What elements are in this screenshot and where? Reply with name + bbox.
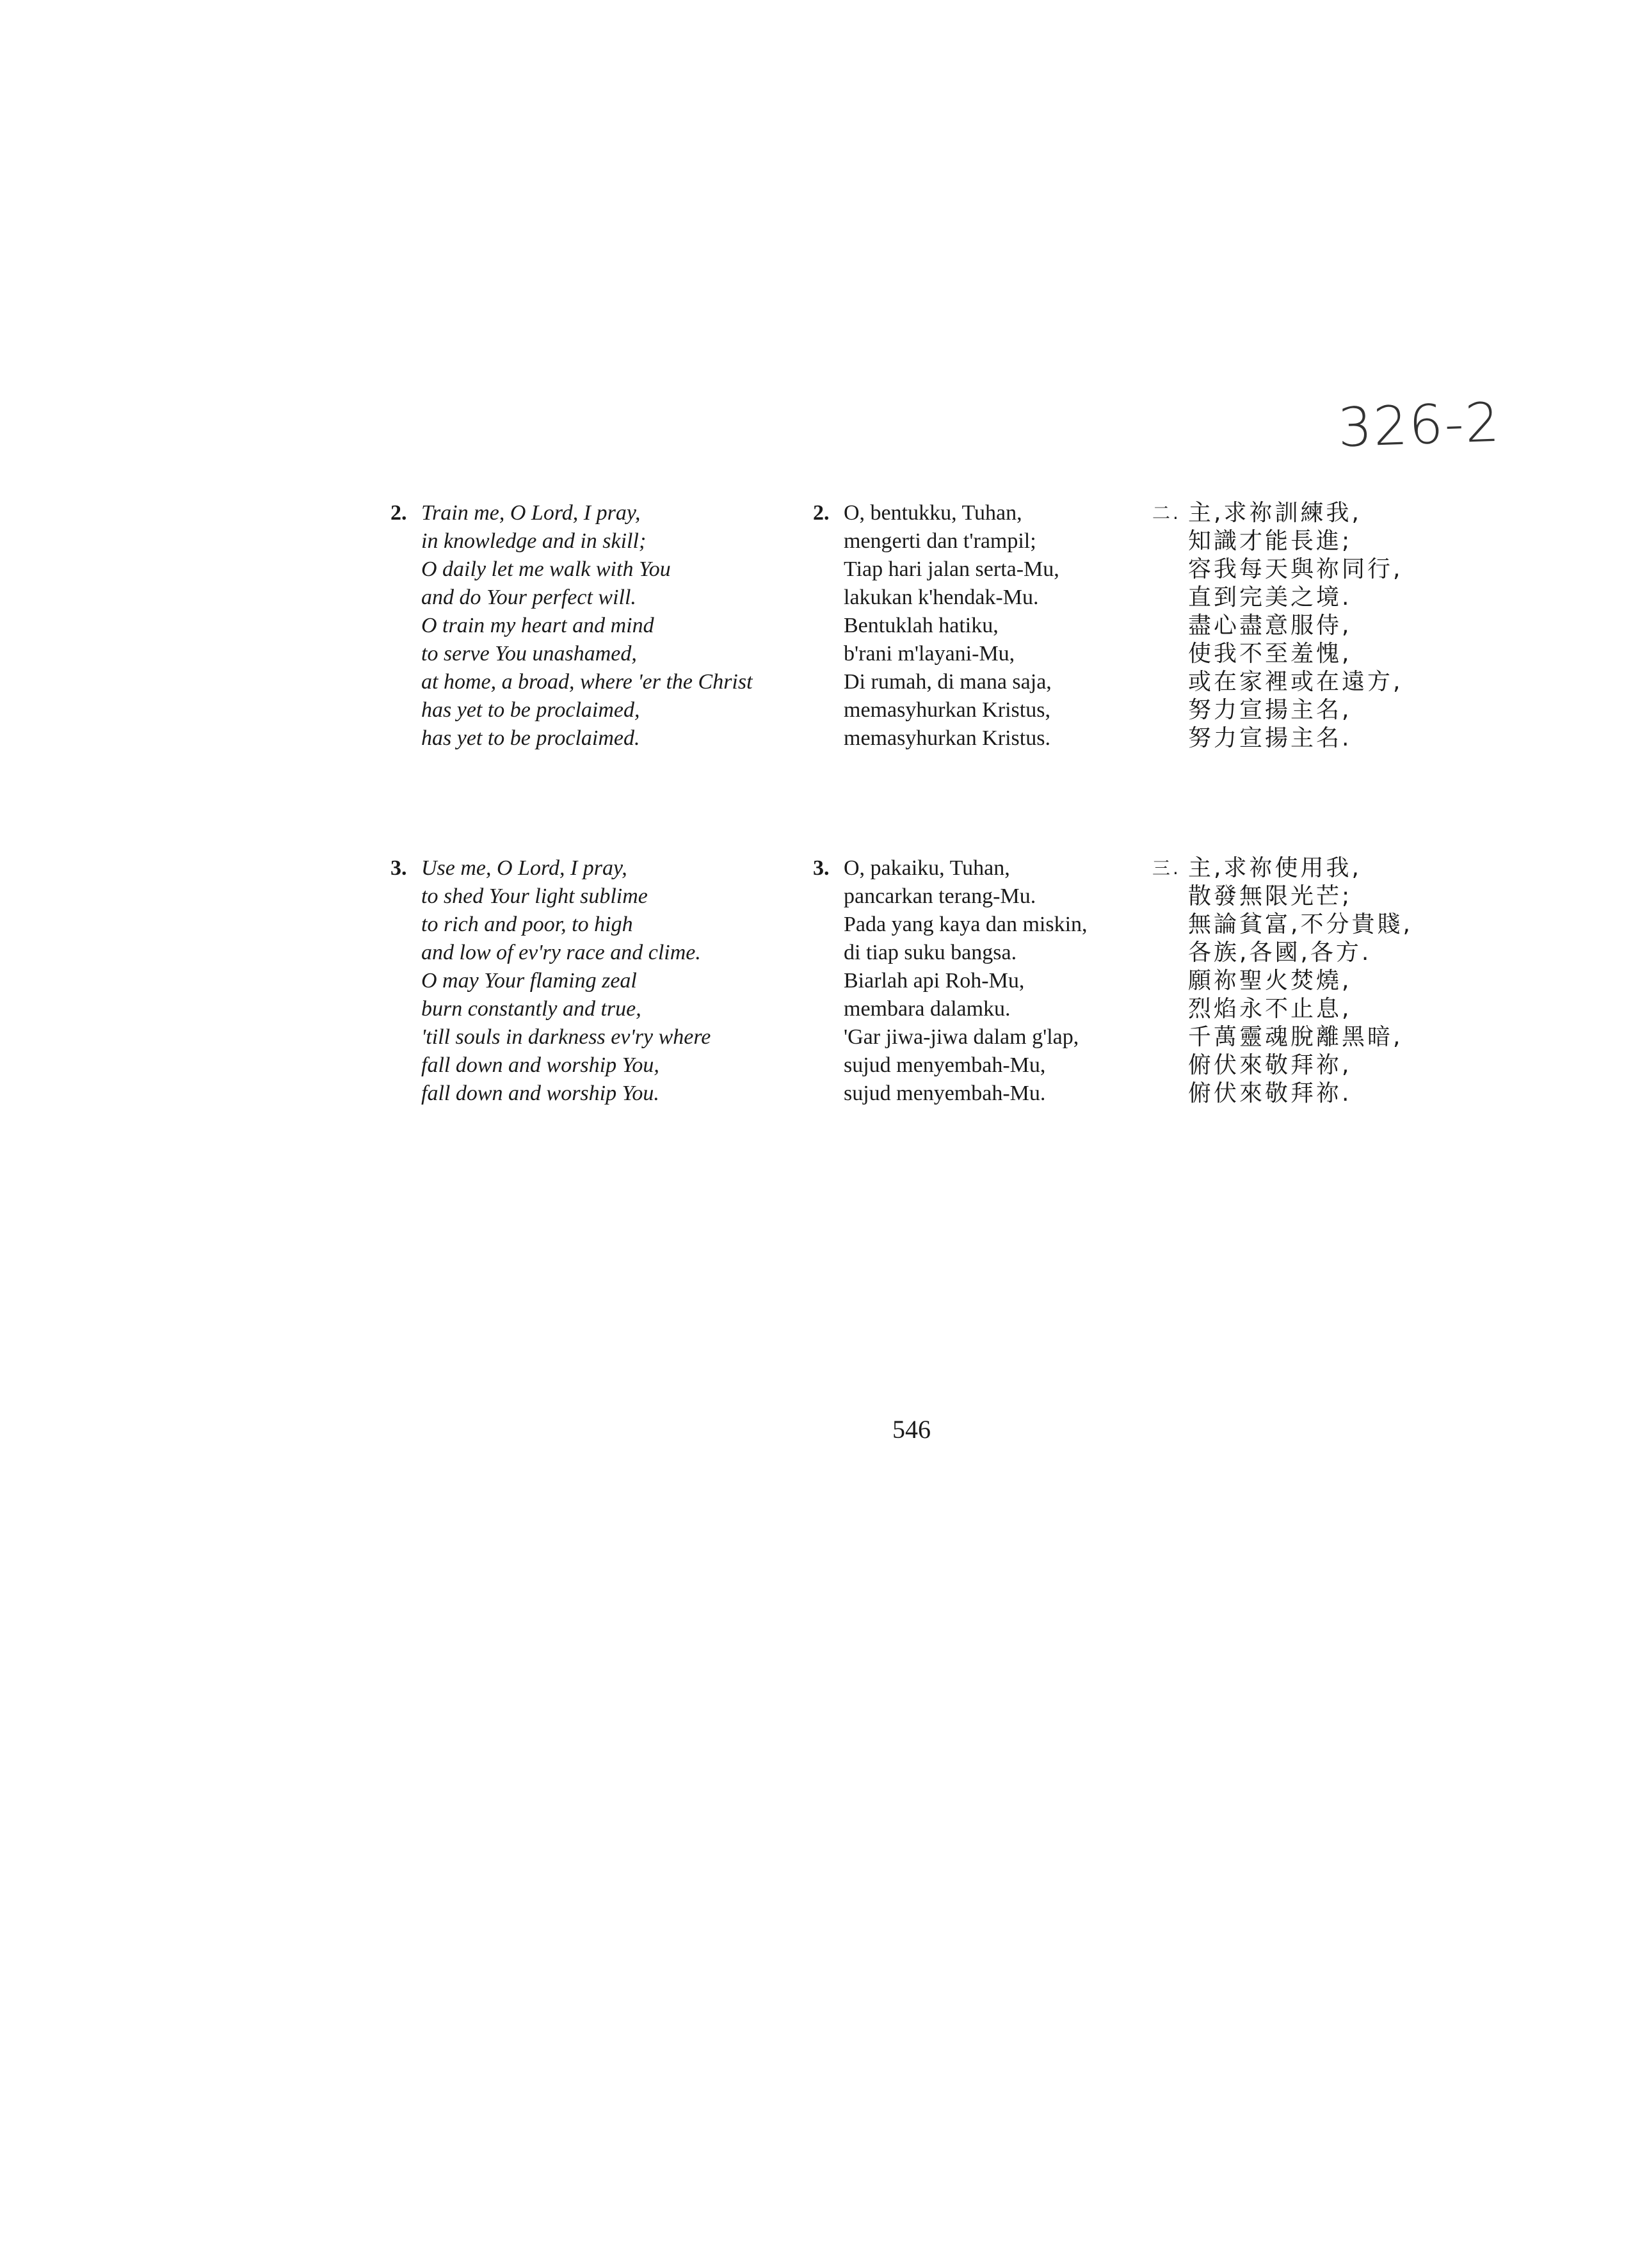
verse-line: 容我每天與祢同行, [1188, 556, 1403, 582]
verse-line: burn constantly and true, [421, 997, 641, 1021]
verse-number: 2. [390, 501, 407, 525]
verse-lines [844, 854, 1088, 1108]
verse-line: 知識才能長進; [1188, 528, 1353, 554]
verse-line: at home, a broad, where 'er the Christ [421, 670, 753, 694]
verse-line: di tiap suku bangsa. [844, 941, 1017, 964]
verse-line: sujud menyembah-Mu, [844, 1053, 1046, 1077]
verse-lines [1188, 499, 1403, 753]
verse-number: 2. [813, 501, 830, 525]
verse-lines [421, 854, 711, 1108]
verse-number: 二. [1152, 502, 1181, 523]
verse-line: 各族,各國,各方. [1188, 939, 1372, 966]
verse-line: 'Gar jiwa-jiwa dalam g'lap, [844, 1025, 1079, 1049]
verse-line: sujud menyembah-Mu. [844, 1082, 1046, 1105]
verse-line: Pada yang kaya dan miskin, [844, 913, 1088, 936]
handwritten-hymn-id: 326-2 [1337, 390, 1502, 459]
verse-line: 主,求祢訓練我, [1188, 500, 1362, 526]
verse-2-indonesian [813, 499, 1059, 753]
verse-line: 努力宣揚主名, [1188, 697, 1352, 723]
verse-2-english [390, 499, 753, 753]
verse-line: fall down and worship You. [421, 1082, 659, 1105]
verse-line: 千萬靈魂脫離黑暗, [1188, 1024, 1403, 1050]
verse-number: 3. [390, 856, 407, 880]
verse-line: to serve You unashamed, [421, 642, 637, 666]
verse-lines [844, 499, 1059, 753]
verse-line: has yet to be proclaimed, [421, 698, 640, 722]
verse-line: lakukan k'hendak-Mu. [844, 586, 1039, 609]
verse-line: O may Your flaming zeal [421, 969, 637, 993]
verse-line: O, pakaiku, Tuhan, [844, 856, 1010, 880]
verse-line: and do Your perfect will. [421, 586, 636, 609]
verse-line: to rich and poor, to high [421, 913, 633, 936]
verse-line: in knowledge and in skill; [421, 529, 647, 553]
verse-line: Biarlah api Roh-Mu, [844, 969, 1025, 993]
verse-number: 三. [1152, 858, 1181, 879]
verse-line: 烈焰永不止息, [1188, 996, 1352, 1022]
verse-line: b'rani m'layani-Mu, [844, 642, 1015, 666]
page-number: 546 [892, 1415, 931, 1444]
verse-line: 俯伏來敬拜祢, [1188, 1052, 1352, 1078]
verse-line: memasyhurkan Kristus, [844, 698, 1050, 722]
verse-line: 盡心盡意服侍, [1188, 612, 1352, 639]
verse-line: pancarkan terang-Mu. [844, 884, 1036, 908]
verse-2-chinese [1152, 499, 1403, 753]
verse-line: O daily let me walk with You [421, 557, 671, 581]
verse-line: 使我不至羞愧, [1188, 641, 1352, 667]
verse-line: 努力宣揚主名. [1188, 725, 1352, 751]
verse-line: 無論貧富,不分貴賤, [1188, 911, 1413, 938]
verse-3-chinese [1152, 854, 1413, 1108]
verse-line: Di rumah, di mana saja, [844, 670, 1052, 694]
verse-3-english [390, 854, 711, 1108]
verse-line: 直到完美之境. [1188, 584, 1352, 611]
verse-line: 願祢聖火焚燒, [1188, 968, 1352, 994]
verse-line: 或在家裡或在遠方, [1188, 669, 1403, 695]
verse-3-indonesian [813, 854, 1088, 1108]
verse-line: Train me, O Lord, I pray, [421, 501, 641, 525]
verse-line: O, bentukku, Tuhan, [844, 501, 1022, 525]
verse-line: 'till souls in darkness ev'ry where [421, 1025, 711, 1049]
verse-lines [1188, 854, 1413, 1108]
verse-line: 俯伏來敬拜祢. [1188, 1080, 1352, 1106]
verse-line: Bentuklah hatiku, [844, 614, 999, 637]
verse-line: Use me, O Lord, I pray, [421, 856, 627, 880]
verse-line: has yet to be proclaimed. [421, 726, 640, 750]
verse-line: and low of ev'ry race and clime. [421, 941, 701, 964]
verse-line: 主,求祢使用我, [1188, 855, 1362, 881]
verse-number: 3. [813, 856, 830, 880]
verse-line: membara dalamku. [844, 997, 1011, 1021]
verse-line: Tiap hari jalan serta-Mu, [844, 557, 1059, 581]
verse-line: memasyhurkan Kristus. [844, 726, 1050, 750]
verse-line: fall down and worship You, [421, 1053, 659, 1077]
verse-line: to shed Your light sublime [421, 884, 648, 908]
verse-lines [421, 499, 753, 753]
verse-line: 散發無限光芒; [1188, 883, 1353, 909]
verse-line: mengerti dan t'rampil; [844, 529, 1036, 553]
verse-line: O train my heart and mind [421, 614, 654, 637]
